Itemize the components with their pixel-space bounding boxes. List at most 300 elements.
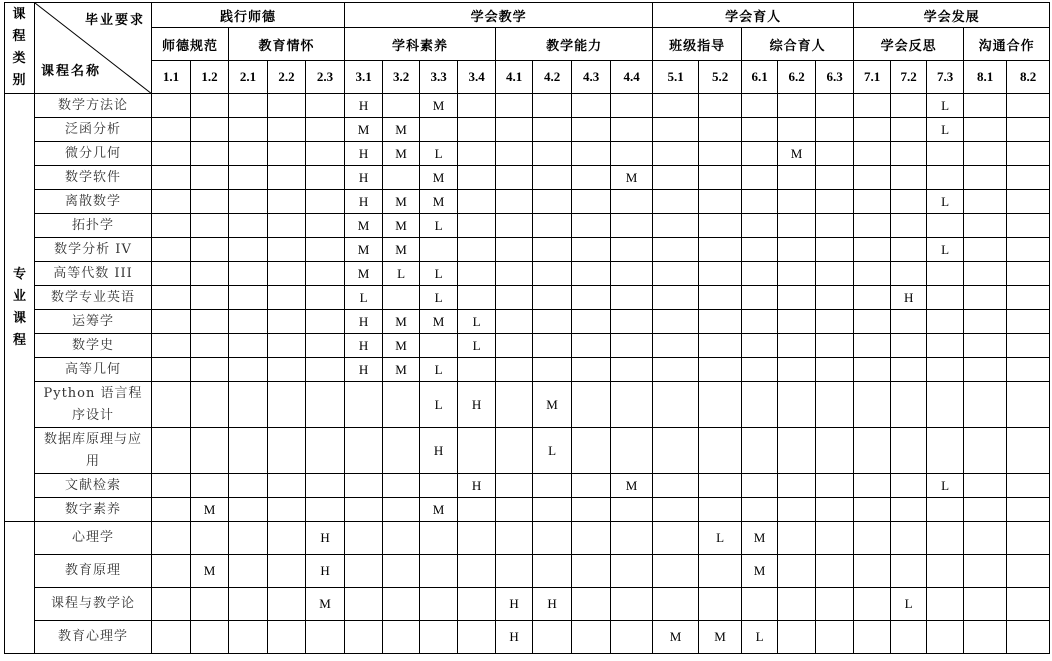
mark-cell bbox=[152, 118, 191, 142]
mark-cell bbox=[345, 498, 383, 522]
requirement-code: 8.2 bbox=[1007, 61, 1050, 94]
mark-cell bbox=[778, 555, 816, 588]
mark-cell bbox=[611, 142, 653, 166]
mark-cell bbox=[572, 94, 611, 118]
mark-cell bbox=[152, 94, 191, 118]
requirement-code: 7.3 bbox=[927, 61, 964, 94]
mark-cell: L bbox=[458, 310, 496, 334]
mark-cell bbox=[533, 238, 572, 262]
mark-cell bbox=[191, 621, 229, 654]
mark-cell bbox=[458, 498, 496, 522]
mark-cell bbox=[964, 118, 1007, 142]
table-row bbox=[5, 334, 1050, 358]
mark-cell bbox=[816, 190, 854, 214]
mark-cell bbox=[533, 522, 572, 555]
mark-cell: M bbox=[742, 555, 778, 588]
mark-cell bbox=[611, 214, 653, 238]
mark-cell: L bbox=[420, 382, 458, 428]
mark-cell bbox=[891, 214, 927, 238]
mark-cell bbox=[653, 214, 699, 238]
mark-cell bbox=[191, 474, 229, 498]
mark-cell bbox=[345, 474, 383, 498]
mark-cell bbox=[383, 522, 420, 555]
mark-cell bbox=[572, 498, 611, 522]
course-name: 数学软件 bbox=[64, 169, 121, 185]
course-name: 数学专业英语 bbox=[50, 289, 135, 305]
mark-cell bbox=[611, 621, 653, 654]
mark-cell bbox=[306, 334, 345, 358]
mark-cell bbox=[229, 498, 268, 522]
mark-cell bbox=[458, 214, 496, 238]
mark-cell bbox=[191, 310, 229, 334]
mark-cell bbox=[191, 286, 229, 310]
mark-cell bbox=[229, 358, 268, 382]
mark-cell bbox=[778, 166, 816, 190]
mark-cell bbox=[891, 382, 927, 428]
mark-cell bbox=[496, 142, 533, 166]
mark-cell bbox=[742, 286, 778, 310]
mark-cell bbox=[496, 190, 533, 214]
mark-cell: M bbox=[383, 190, 420, 214]
mark-cell bbox=[306, 498, 345, 522]
mark-cell bbox=[572, 428, 611, 474]
mark-cell bbox=[572, 142, 611, 166]
mark-cell bbox=[383, 428, 420, 474]
course-name: 数据库原理与应用 bbox=[43, 431, 142, 469]
mark-cell bbox=[653, 382, 699, 428]
mark-cell bbox=[306, 474, 345, 498]
course-name-cell bbox=[35, 555, 152, 588]
mark-cell bbox=[458, 166, 496, 190]
mark-cell bbox=[229, 428, 268, 474]
mark-cell: L bbox=[742, 621, 778, 654]
mark-cell bbox=[816, 498, 854, 522]
mark-cell bbox=[964, 262, 1007, 286]
table-row bbox=[5, 214, 1050, 238]
requirement-code: 3.1 bbox=[345, 61, 383, 94]
mark-cell bbox=[383, 94, 420, 118]
mark-cell bbox=[306, 142, 345, 166]
mark-cell bbox=[533, 166, 572, 190]
requirement-code: 3.4 bbox=[458, 61, 496, 94]
mark-cell bbox=[533, 621, 572, 654]
mark-cell bbox=[1007, 238, 1050, 262]
mark-cell bbox=[268, 310, 306, 334]
mark-cell bbox=[699, 428, 742, 474]
table-row bbox=[5, 358, 1050, 382]
table-row bbox=[5, 262, 1050, 286]
mark-cell bbox=[891, 555, 927, 588]
mark-cell bbox=[742, 474, 778, 498]
course-name-cell bbox=[35, 334, 152, 358]
mark-cell: M bbox=[306, 588, 345, 621]
mark-cell: M bbox=[778, 142, 816, 166]
mark-cell bbox=[891, 310, 927, 334]
mark-cell bbox=[268, 522, 306, 555]
mark-cell bbox=[191, 262, 229, 286]
mark-cell bbox=[458, 286, 496, 310]
requirement-code: 6.2 bbox=[778, 61, 816, 94]
mark-cell bbox=[611, 588, 653, 621]
mark-cell bbox=[533, 358, 572, 382]
mark-cell bbox=[742, 118, 778, 142]
mark-cell bbox=[458, 522, 496, 555]
mark-cell bbox=[854, 214, 891, 238]
mark-cell bbox=[1007, 358, 1050, 382]
mark-cell bbox=[854, 382, 891, 428]
mark-cell: L bbox=[927, 118, 964, 142]
mark-cell bbox=[778, 621, 816, 654]
mark-cell bbox=[152, 190, 191, 214]
mark-cell bbox=[854, 588, 891, 621]
mark-cell bbox=[268, 474, 306, 498]
mark-cell bbox=[742, 262, 778, 286]
mark-cell bbox=[152, 498, 191, 522]
mark-cell bbox=[927, 555, 964, 588]
mark-cell bbox=[533, 498, 572, 522]
course-name-cell bbox=[35, 190, 152, 214]
mark-cell bbox=[306, 382, 345, 428]
mark-cell: L bbox=[927, 474, 964, 498]
mark-cell: L bbox=[927, 190, 964, 214]
subgroup-header: 教学能力 bbox=[496, 28, 653, 61]
mark-cell bbox=[653, 428, 699, 474]
mark-cell bbox=[816, 474, 854, 498]
mark-cell bbox=[306, 118, 345, 142]
mark-cell bbox=[816, 166, 854, 190]
mark-cell: L bbox=[420, 358, 458, 382]
mark-cell bbox=[1007, 310, 1050, 334]
mark-cell bbox=[533, 334, 572, 358]
mark-cell bbox=[854, 286, 891, 310]
table-row bbox=[5, 118, 1050, 142]
course-name: 数学史 bbox=[71, 337, 114, 353]
mark-cell bbox=[1007, 94, 1050, 118]
mark-cell bbox=[964, 382, 1007, 428]
course-name: 泛函分析 bbox=[64, 121, 121, 137]
subgroup-header: 班级指导 bbox=[653, 28, 742, 61]
mark-cell bbox=[699, 286, 742, 310]
mark-cell bbox=[306, 94, 345, 118]
mark-cell bbox=[927, 142, 964, 166]
mark-cell bbox=[778, 334, 816, 358]
mark-cell: L bbox=[891, 588, 927, 621]
mark-cell bbox=[854, 621, 891, 654]
mark-cell bbox=[458, 142, 496, 166]
mark-cell bbox=[927, 286, 964, 310]
mark-cell bbox=[699, 118, 742, 142]
mark-cell bbox=[611, 190, 653, 214]
mark-cell bbox=[420, 555, 458, 588]
mark-cell bbox=[458, 118, 496, 142]
mark-cell bbox=[611, 498, 653, 522]
mark-cell bbox=[152, 358, 191, 382]
mark-cell: H bbox=[306, 555, 345, 588]
mark-cell: H bbox=[306, 522, 345, 555]
mark-cell bbox=[611, 118, 653, 142]
course-name: 高等代数 III bbox=[53, 265, 133, 281]
mark-cell bbox=[306, 358, 345, 382]
mark-cell bbox=[742, 428, 778, 474]
mark-cell bbox=[191, 382, 229, 428]
mark-cell bbox=[458, 588, 496, 621]
mark-cell bbox=[854, 94, 891, 118]
mark-cell bbox=[229, 588, 268, 621]
mark-cell: L bbox=[927, 238, 964, 262]
mark-cell bbox=[306, 166, 345, 190]
mark-cell: H bbox=[458, 382, 496, 428]
mark-cell bbox=[854, 498, 891, 522]
course-name-label: 课程名称 bbox=[41, 64, 102, 79]
mark-cell bbox=[891, 118, 927, 142]
mark-cell bbox=[1007, 166, 1050, 190]
mark-cell bbox=[229, 118, 268, 142]
mark-cell bbox=[496, 214, 533, 238]
course-matrix-container bbox=[4, 2, 1050, 654]
mark-cell bbox=[891, 428, 927, 474]
mark-cell bbox=[964, 310, 1007, 334]
mark-cell bbox=[927, 334, 964, 358]
mark-cell: M bbox=[345, 262, 383, 286]
mark-cell: M bbox=[345, 238, 383, 262]
subgroup-header: 综合育人 bbox=[742, 28, 854, 61]
course-name-cell bbox=[35, 142, 152, 166]
mark-cell bbox=[611, 382, 653, 428]
mark-cell bbox=[533, 214, 572, 238]
mark-cell bbox=[345, 555, 383, 588]
mark-cell bbox=[229, 310, 268, 334]
mark-cell bbox=[152, 262, 191, 286]
mark-cell bbox=[191, 588, 229, 621]
mark-cell bbox=[496, 498, 533, 522]
mark-cell: H bbox=[458, 474, 496, 498]
mark-cell bbox=[268, 334, 306, 358]
requirement-code: 7.1 bbox=[854, 61, 891, 94]
mark-cell bbox=[742, 238, 778, 262]
mark-cell bbox=[816, 334, 854, 358]
mark-cell bbox=[496, 310, 533, 334]
group-header: 学会发展 bbox=[854, 3, 1050, 28]
mark-cell bbox=[927, 358, 964, 382]
mark-cell bbox=[699, 310, 742, 334]
mark-cell bbox=[1007, 286, 1050, 310]
course-name: 课程与教学论 bbox=[50, 596, 135, 611]
mark-cell bbox=[572, 286, 611, 310]
mark-cell bbox=[268, 621, 306, 654]
course-name-cell bbox=[35, 522, 152, 555]
mark-cell: H bbox=[345, 334, 383, 358]
course-name-cell bbox=[35, 310, 152, 334]
mark-cell bbox=[306, 621, 345, 654]
mark-cell bbox=[268, 190, 306, 214]
mark-cell bbox=[778, 474, 816, 498]
mark-cell bbox=[383, 588, 420, 621]
mark-cell bbox=[496, 358, 533, 382]
mark-cell bbox=[611, 334, 653, 358]
mark-cell bbox=[854, 190, 891, 214]
mark-cell: M bbox=[383, 214, 420, 238]
mark-cell bbox=[345, 382, 383, 428]
mark-cell bbox=[383, 498, 420, 522]
mark-cell bbox=[611, 94, 653, 118]
mark-cell bbox=[229, 334, 268, 358]
mark-cell bbox=[268, 166, 306, 190]
mark-cell bbox=[816, 382, 854, 428]
mark-cell bbox=[699, 334, 742, 358]
mark-cell bbox=[572, 166, 611, 190]
mark-cell bbox=[891, 238, 927, 262]
mark-cell bbox=[927, 382, 964, 428]
mark-cell bbox=[699, 238, 742, 262]
mark-cell: M bbox=[383, 118, 420, 142]
requirement-code: 7.2 bbox=[891, 61, 927, 94]
requirement-code: 1.1 bbox=[152, 61, 191, 94]
mark-cell bbox=[383, 621, 420, 654]
requirement-code: 5.2 bbox=[699, 61, 742, 94]
mark-cell bbox=[854, 262, 891, 286]
requirement-code: 5.1 bbox=[653, 61, 699, 94]
mark-cell bbox=[891, 498, 927, 522]
mark-cell bbox=[816, 262, 854, 286]
mark-cell bbox=[458, 238, 496, 262]
mark-cell bbox=[742, 214, 778, 238]
mark-cell bbox=[191, 190, 229, 214]
mark-cell: L bbox=[533, 428, 572, 474]
subgroup-header: 教育情怀 bbox=[229, 28, 345, 61]
subgroup-header: 学会反思 bbox=[854, 28, 964, 61]
mark-cell bbox=[268, 142, 306, 166]
mark-cell bbox=[496, 94, 533, 118]
subgroup-header: 师德规范 bbox=[152, 28, 229, 61]
mark-cell bbox=[891, 474, 927, 498]
mark-cell bbox=[964, 588, 1007, 621]
mark-cell: M bbox=[611, 166, 653, 190]
mark-cell bbox=[496, 555, 533, 588]
mark-cell bbox=[653, 94, 699, 118]
mark-cell bbox=[1007, 498, 1050, 522]
mark-cell bbox=[152, 334, 191, 358]
mark-cell bbox=[345, 588, 383, 621]
mark-cell bbox=[268, 214, 306, 238]
mark-cell bbox=[1007, 334, 1050, 358]
mark-cell bbox=[778, 214, 816, 238]
mark-cell bbox=[653, 190, 699, 214]
mark-cell bbox=[268, 358, 306, 382]
mark-cell bbox=[854, 358, 891, 382]
mark-cell: H bbox=[345, 310, 383, 334]
table-row bbox=[5, 621, 1050, 654]
mark-cell: M bbox=[345, 118, 383, 142]
category-cell bbox=[5, 522, 35, 654]
mark-cell bbox=[816, 94, 854, 118]
mark-cell bbox=[742, 498, 778, 522]
mark-cell bbox=[496, 334, 533, 358]
mark-cell bbox=[152, 238, 191, 262]
mark-cell bbox=[854, 428, 891, 474]
mark-cell bbox=[611, 310, 653, 334]
mark-cell bbox=[964, 474, 1007, 498]
mark-cell bbox=[268, 238, 306, 262]
course-name-cell bbox=[35, 498, 152, 522]
mark-cell bbox=[268, 555, 306, 588]
mark-cell: M bbox=[611, 474, 653, 498]
mark-cell: H bbox=[345, 94, 383, 118]
mark-cell bbox=[816, 358, 854, 382]
mark-cell bbox=[191, 214, 229, 238]
mark-cell bbox=[927, 214, 964, 238]
mark-cell bbox=[778, 382, 816, 428]
mark-cell bbox=[572, 334, 611, 358]
mark-cell bbox=[229, 142, 268, 166]
mark-cell bbox=[699, 262, 742, 286]
mark-cell: L bbox=[458, 334, 496, 358]
mark-cell bbox=[927, 621, 964, 654]
mark-cell bbox=[778, 358, 816, 382]
mark-cell bbox=[268, 94, 306, 118]
course-name-cell bbox=[35, 474, 152, 498]
mark-cell: L bbox=[420, 262, 458, 286]
table-row bbox=[5, 286, 1050, 310]
mark-cell bbox=[533, 190, 572, 214]
mark-cell: H bbox=[496, 588, 533, 621]
mark-cell bbox=[891, 621, 927, 654]
mark-cell bbox=[778, 498, 816, 522]
mark-cell bbox=[152, 286, 191, 310]
mark-cell bbox=[1007, 142, 1050, 166]
mark-cell bbox=[742, 142, 778, 166]
mark-cell bbox=[891, 94, 927, 118]
mark-cell bbox=[229, 190, 268, 214]
mark-cell bbox=[533, 555, 572, 588]
mark-cell bbox=[420, 118, 458, 142]
mark-cell bbox=[496, 286, 533, 310]
mark-cell bbox=[742, 358, 778, 382]
mark-cell bbox=[1007, 262, 1050, 286]
course-name-cell bbox=[35, 262, 152, 286]
mark-cell: M bbox=[383, 358, 420, 382]
mark-cell bbox=[854, 555, 891, 588]
mark-cell bbox=[964, 142, 1007, 166]
mark-cell bbox=[572, 382, 611, 428]
requirement-code: 4.4 bbox=[611, 61, 653, 94]
mark-cell bbox=[778, 428, 816, 474]
mark-cell bbox=[229, 382, 268, 428]
course-name-cell bbox=[35, 118, 152, 142]
mark-cell bbox=[699, 142, 742, 166]
mark-cell bbox=[816, 238, 854, 262]
mark-cell bbox=[229, 555, 268, 588]
mark-cell bbox=[927, 522, 964, 555]
mark-cell bbox=[891, 262, 927, 286]
mark-cell bbox=[611, 522, 653, 555]
mark-cell bbox=[572, 310, 611, 334]
mark-cell bbox=[306, 310, 345, 334]
mark-cell bbox=[778, 94, 816, 118]
mark-cell: H bbox=[496, 621, 533, 654]
mark-cell bbox=[268, 588, 306, 621]
mark-cell: M bbox=[699, 621, 742, 654]
mark-cell bbox=[653, 555, 699, 588]
mark-cell bbox=[229, 262, 268, 286]
mark-cell bbox=[191, 118, 229, 142]
table-row bbox=[5, 94, 1050, 118]
course-name-cell bbox=[35, 238, 152, 262]
mark-cell bbox=[927, 310, 964, 334]
mark-cell bbox=[964, 190, 1007, 214]
mark-cell bbox=[816, 118, 854, 142]
mark-cell bbox=[229, 474, 268, 498]
mark-cell bbox=[653, 474, 699, 498]
